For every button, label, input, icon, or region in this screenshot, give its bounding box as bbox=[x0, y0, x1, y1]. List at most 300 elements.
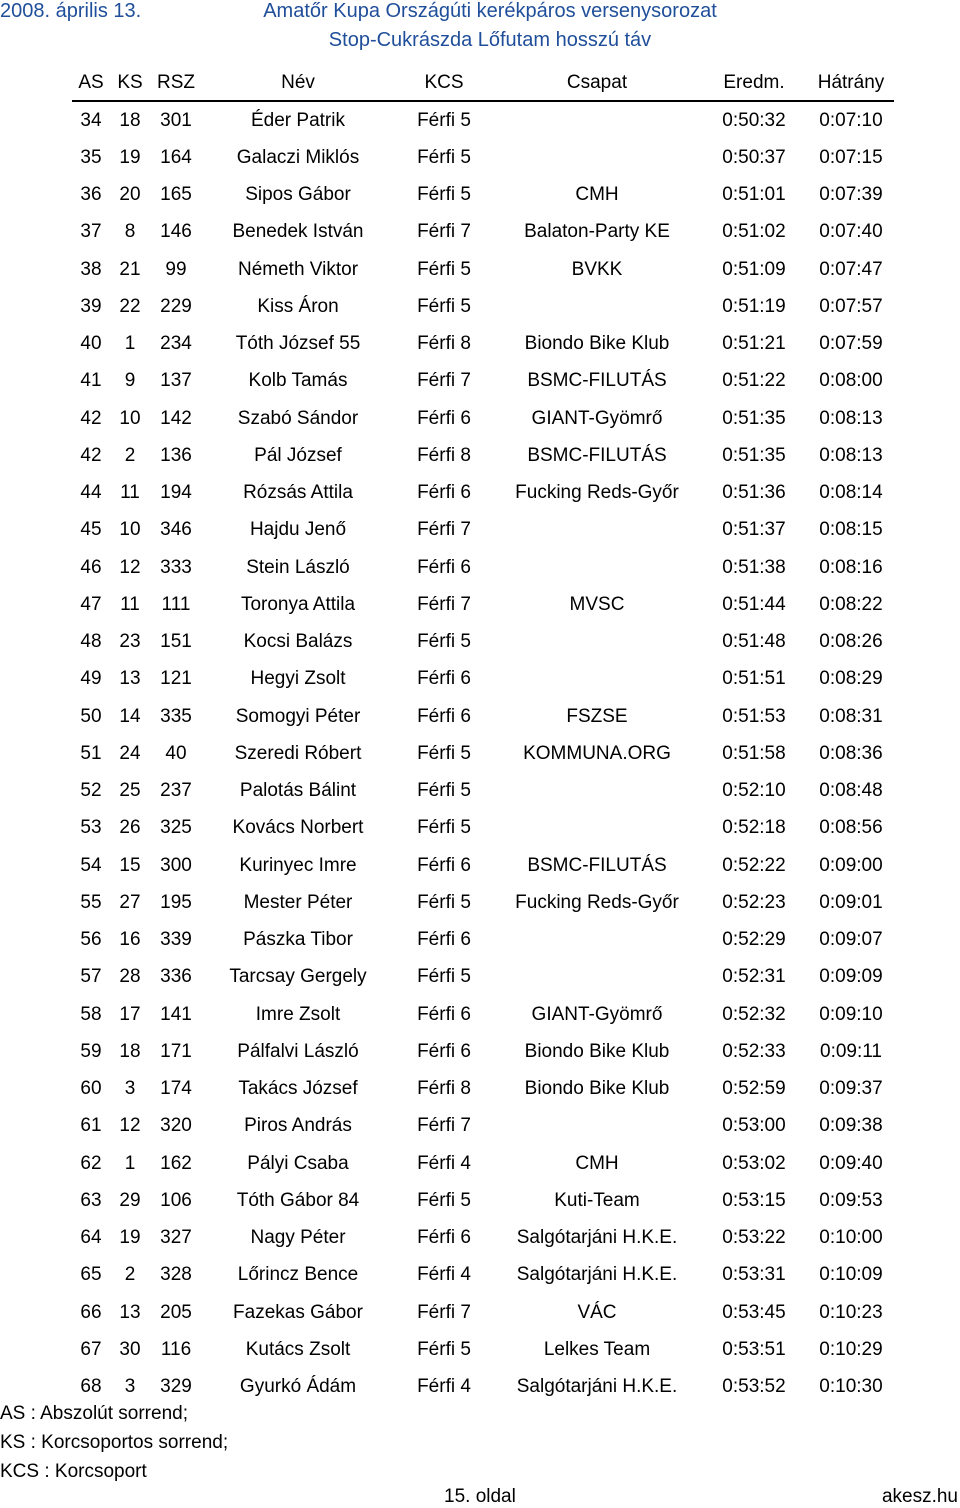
cell-as: 65 bbox=[80, 1264, 102, 1286]
table-row bbox=[72, 475, 894, 512]
cell-kcs: Férfi 5 bbox=[417, 817, 471, 839]
cell-hatrany: 0:08:56 bbox=[819, 817, 883, 839]
cell-ks: 12 bbox=[119, 556, 141, 578]
table-row bbox=[72, 139, 894, 176]
cell-ks: 2 bbox=[124, 444, 136, 466]
cell-rsz: 205 bbox=[160, 1301, 192, 1323]
cell-rsz: 234 bbox=[160, 333, 192, 355]
cell-rsz: 333 bbox=[160, 556, 192, 578]
cell-rsz: 329 bbox=[160, 1376, 192, 1398]
cell-kcs: Férfi 7 bbox=[417, 370, 471, 392]
cell-kcs: Férfi 7 bbox=[417, 593, 471, 615]
cell-as: 41 bbox=[80, 370, 102, 392]
cell-ks: 9 bbox=[124, 370, 136, 392]
cell-as: 58 bbox=[80, 1003, 102, 1025]
table-row bbox=[72, 996, 894, 1033]
cell-kcs: Férfi 4 bbox=[417, 1264, 471, 1286]
cell-csapat: FSZSE bbox=[566, 705, 628, 727]
cell-rsz: 301 bbox=[160, 109, 192, 131]
table-row bbox=[72, 1220, 894, 1257]
cell-eredm: 0:51:22 bbox=[722, 370, 786, 392]
cell-eredm: 0:52:33 bbox=[722, 1040, 786, 1062]
cell-kcs: Férfi 5 bbox=[417, 109, 471, 131]
cell-csapat bbox=[494, 549, 700, 586]
table-row bbox=[72, 1294, 894, 1331]
cell-as: 63 bbox=[80, 1189, 102, 1211]
cell-ks: 25 bbox=[119, 780, 141, 802]
cell-ks: 17 bbox=[119, 1003, 141, 1025]
cell-rsz: 121 bbox=[160, 668, 192, 690]
table-row bbox=[72, 698, 894, 735]
cell-nev: Kocsi Balázs bbox=[243, 631, 353, 653]
cell-eredm: 0:51:48 bbox=[722, 631, 786, 653]
cell-ks: 21 bbox=[119, 258, 141, 280]
cell-eredm: 0:51:37 bbox=[722, 519, 786, 541]
cell-ks: 27 bbox=[119, 891, 141, 913]
cell-eredm: 0:51:44 bbox=[722, 593, 786, 615]
cell-kcs: Férfi 7 bbox=[417, 1301, 471, 1323]
table-row bbox=[72, 549, 894, 586]
cell-csapat bbox=[494, 139, 700, 176]
cell-csapat: VÁC bbox=[577, 1301, 617, 1323]
cell-rsz: 141 bbox=[160, 1003, 192, 1025]
cell-csapat: CMH bbox=[575, 1152, 619, 1174]
table-row bbox=[72, 884, 894, 921]
cell-as: 48 bbox=[80, 631, 102, 653]
cell-kcs: Férfi 5 bbox=[417, 146, 471, 168]
cell-nev: Lőrincz Bence bbox=[237, 1264, 359, 1286]
cell-ks: 1 bbox=[124, 1152, 136, 1174]
cell-kcs: Férfi 6 bbox=[417, 705, 471, 727]
cell-kcs: Férfi 6 bbox=[417, 929, 471, 951]
cell-hatrany: 0:08:15 bbox=[819, 519, 883, 541]
cell-kcs: Férfi 6 bbox=[417, 1040, 471, 1062]
cell-ks: 3 bbox=[124, 1376, 136, 1398]
cell-eredm: 0:52:29 bbox=[722, 929, 786, 951]
cell-rsz: 336 bbox=[160, 966, 192, 988]
cell-eredm: 0:51:09 bbox=[722, 258, 786, 280]
table-row bbox=[72, 251, 894, 288]
cell-csapat: Biondo Bike Klub bbox=[524, 1040, 670, 1062]
cell-hatrany: 0:10:09 bbox=[819, 1264, 883, 1286]
cell-eredm: 0:53:00 bbox=[722, 1115, 786, 1137]
cell-hatrany: 0:07:10 bbox=[819, 109, 883, 131]
cell-hatrany: 0:09:09 bbox=[819, 966, 883, 988]
cell-rsz: 151 bbox=[160, 631, 192, 653]
cell-as: 44 bbox=[80, 482, 102, 504]
cell-hatrany: 0:09:07 bbox=[819, 929, 883, 951]
cell-hatrany: 0:08:16 bbox=[819, 556, 883, 578]
cell-rsz: 327 bbox=[160, 1227, 192, 1249]
cell-csapat: BSMC-FILUTÁS bbox=[527, 444, 667, 466]
cell-nev: Toronya Attila bbox=[240, 593, 356, 615]
cell-as: 35 bbox=[80, 146, 102, 168]
cell-as: 40 bbox=[80, 333, 102, 355]
cell-rsz: 146 bbox=[160, 221, 192, 243]
cell-hatrany: 0:08:36 bbox=[819, 742, 883, 764]
cell-eredm: 0:52:22 bbox=[722, 854, 786, 876]
cell-nev: Szabó Sándor bbox=[237, 407, 359, 429]
cell-csapat: BSMC-FILUTÁS bbox=[527, 370, 667, 392]
cell-kcs: Férfi 4 bbox=[417, 1376, 471, 1398]
cell-rsz: 237 bbox=[160, 780, 192, 802]
cell-csapat: Fucking Reds-Győr bbox=[515, 891, 679, 913]
cell-ks: 19 bbox=[119, 146, 141, 168]
cell-kcs: Férfi 5 bbox=[417, 966, 471, 988]
cell-csapat: Biondo Bike Klub bbox=[524, 1078, 670, 1100]
cell-eredm: 0:51:38 bbox=[722, 556, 786, 578]
cell-as: 56 bbox=[80, 929, 102, 951]
cell-csapat: GIANT-Gyömrő bbox=[531, 407, 663, 429]
cell-ks: 3 bbox=[124, 1078, 136, 1100]
cell-hatrany: 0:09:38 bbox=[819, 1115, 883, 1137]
cell-hatrany: 0:09:53 bbox=[819, 1189, 883, 1211]
cell-csapat bbox=[494, 288, 700, 325]
cell-rsz: 300 bbox=[160, 854, 192, 876]
cell-kcs: Férfi 7 bbox=[417, 1115, 471, 1137]
cell-nev: Imre Zsolt bbox=[255, 1003, 341, 1025]
cell-nev: Hegyi Zsolt bbox=[250, 668, 346, 690]
cell-csapat bbox=[494, 810, 700, 847]
cell-hatrany: 0:07:39 bbox=[819, 184, 883, 206]
cell-ks: 22 bbox=[119, 295, 141, 317]
cell-as: 61 bbox=[80, 1115, 102, 1137]
cell-nev: Németh Viktor bbox=[237, 258, 359, 280]
col-header-hatrany: Hátrány bbox=[808, 66, 894, 101]
cell-rsz: 136 bbox=[160, 444, 192, 466]
cell-nev: Piros András bbox=[244, 1115, 352, 1137]
cell-as: 37 bbox=[80, 221, 102, 243]
cell-nev: Pályi Csaba bbox=[247, 1152, 349, 1174]
cell-hatrany: 0:08:00 bbox=[819, 370, 883, 392]
cell-as: 42 bbox=[80, 407, 102, 429]
table-row bbox=[72, 512, 894, 549]
cell-eredm: 0:53:02 bbox=[722, 1152, 786, 1174]
cell-nev: Éder Patrik bbox=[251, 109, 345, 131]
table-row bbox=[72, 1145, 894, 1182]
cell-hatrany: 0:10:30 bbox=[819, 1376, 883, 1398]
table-row bbox=[72, 661, 894, 698]
cell-eredm: 0:53:45 bbox=[722, 1301, 786, 1323]
cell-csapat: Salgótarjáni H.K.E. bbox=[516, 1264, 678, 1286]
cell-nev: Somogyi Péter bbox=[235, 705, 361, 727]
cell-rsz: 174 bbox=[160, 1078, 192, 1100]
cell-ks: 24 bbox=[119, 742, 141, 764]
cell-as: 42 bbox=[80, 444, 102, 466]
table-row bbox=[72, 1182, 894, 1219]
cell-eredm: 0:53:51 bbox=[722, 1338, 786, 1360]
cell-as: 38 bbox=[80, 258, 102, 280]
cell-eredm: 0:51:35 bbox=[722, 444, 786, 466]
legend-kcs: KCS : Korcsoport bbox=[0, 1461, 147, 1482]
cell-ks: 19 bbox=[119, 1227, 141, 1249]
cell-ks: 15 bbox=[119, 854, 141, 876]
cell-nev: Nagy Péter bbox=[250, 1227, 346, 1249]
col-header-kcs: KCS bbox=[394, 66, 494, 101]
table-row bbox=[72, 624, 894, 661]
table-row bbox=[72, 363, 894, 400]
cell-hatrany: 0:09:00 bbox=[819, 854, 883, 876]
cell-as: 57 bbox=[80, 966, 102, 988]
cell-ks: 1 bbox=[124, 333, 136, 355]
cell-eredm: 0:51:02 bbox=[722, 221, 786, 243]
cell-kcs: Férfi 6 bbox=[417, 556, 471, 578]
table-row bbox=[72, 959, 894, 996]
cell-as: 64 bbox=[80, 1227, 102, 1249]
cell-as: 50 bbox=[80, 705, 102, 727]
table-row bbox=[72, 177, 894, 214]
cell-as: 54 bbox=[80, 854, 102, 876]
cell-eredm: 0:53:15 bbox=[722, 1189, 786, 1211]
cell-eredm: 0:51:53 bbox=[722, 705, 786, 727]
cell-ks: 10 bbox=[119, 519, 141, 541]
cell-csapat: Lelkes Team bbox=[543, 1338, 651, 1360]
cell-hatrany: 0:07:59 bbox=[819, 333, 883, 355]
cell-rsz: 335 bbox=[160, 705, 192, 727]
cell-ks: 28 bbox=[119, 966, 141, 988]
cell-rsz: 164 bbox=[160, 146, 192, 168]
cell-nev: Kiss Áron bbox=[257, 295, 339, 317]
cell-eredm: 0:50:37 bbox=[722, 146, 786, 168]
table-row bbox=[72, 326, 894, 363]
cell-eredm: 0:53:31 bbox=[722, 1264, 786, 1286]
cell-hatrany: 0:09:11 bbox=[820, 1040, 882, 1062]
cell-csapat: GIANT-Gyömrő bbox=[531, 1003, 663, 1025]
cell-ks: 20 bbox=[119, 184, 141, 206]
cell-kcs: Férfi 4 bbox=[417, 1152, 471, 1174]
cell-eredm: 0:51:35 bbox=[722, 407, 786, 429]
col-header-nev: Név bbox=[202, 66, 394, 101]
cell-csapat: BVKK bbox=[571, 258, 623, 280]
cell-eredm: 0:53:22 bbox=[722, 1227, 786, 1249]
table-row bbox=[72, 101, 894, 139]
page-number: 15. oldal bbox=[444, 1486, 516, 1507]
cell-ks: 11 bbox=[120, 482, 140, 504]
cell-rsz: 99 bbox=[165, 258, 187, 280]
cell-ks: 13 bbox=[119, 1301, 141, 1323]
table-row bbox=[72, 437, 894, 474]
cell-kcs: Férfi 7 bbox=[417, 221, 471, 243]
table-row bbox=[72, 1033, 894, 1070]
cell-nev: Gyurkó Ádám bbox=[239, 1376, 357, 1398]
cell-ks: 2 bbox=[124, 1264, 136, 1286]
cell-eredm: 0:51:21 bbox=[722, 333, 786, 355]
cell-nev: Stein László bbox=[246, 556, 350, 578]
cell-csapat: CMH bbox=[575, 184, 619, 206]
cell-kcs: Férfi 5 bbox=[417, 780, 471, 802]
cell-as: 36 bbox=[80, 184, 102, 206]
series-title: Amatőr Kupa Országúti kerékpáros versenysorozat bbox=[263, 0, 717, 22]
cell-ks: 30 bbox=[119, 1338, 141, 1360]
cell-as: 53 bbox=[80, 817, 102, 839]
cell-kcs: Férfi 8 bbox=[417, 1078, 471, 1100]
cell-nev: Hajdu Jenő bbox=[249, 519, 347, 541]
cell-hatrany: 0:08:29 bbox=[819, 668, 883, 690]
cell-eredm: 0:52:59 bbox=[722, 1078, 786, 1100]
cell-kcs: Férfi 8 bbox=[417, 333, 471, 355]
cell-csapat: Fucking Reds-Győr bbox=[515, 482, 679, 504]
cell-nev: Galaczi Miklós bbox=[236, 146, 360, 168]
cell-csapat bbox=[494, 512, 700, 549]
cell-csapat: Salgótarjáni H.K.E. bbox=[516, 1376, 678, 1398]
cell-kcs: Férfi 5 bbox=[417, 184, 471, 206]
cell-ks: 18 bbox=[119, 109, 141, 131]
cell-nev: Mester Péter bbox=[243, 891, 353, 913]
cell-kcs: Férfi 6 bbox=[417, 854, 471, 876]
cell-hatrany: 0:07:40 bbox=[819, 221, 883, 243]
cell-nev: Tóth József 55 bbox=[235, 333, 361, 355]
cell-rsz: 229 bbox=[160, 295, 192, 317]
cell-csapat: Biondo Bike Klub bbox=[524, 333, 670, 355]
cell-nev: Kolb Tamás bbox=[248, 370, 348, 392]
cell-hatrany: 0:08:14 bbox=[819, 482, 883, 504]
results-header bbox=[72, 66, 894, 101]
cell-as: 47 bbox=[80, 593, 102, 615]
cell-as: 62 bbox=[80, 1152, 102, 1174]
cell-as: 39 bbox=[80, 295, 102, 317]
cell-rsz: 171 bbox=[160, 1040, 192, 1062]
col-header-rsz: RSZ bbox=[150, 66, 202, 101]
cell-nev: Tarcsay Gergely bbox=[229, 966, 367, 988]
cell-kcs: Férfi 5 bbox=[417, 1189, 471, 1211]
cell-nev: Pálfalvi László bbox=[237, 1040, 359, 1062]
cell-nev: Pászka Tibor bbox=[243, 929, 353, 951]
cell-as: 66 bbox=[80, 1301, 102, 1323]
cell-rsz: 142 bbox=[160, 407, 192, 429]
table-row bbox=[72, 1331, 894, 1368]
cell-hatrany: 0:08:48 bbox=[819, 780, 883, 802]
cell-eredm: 0:52:10 bbox=[722, 780, 786, 802]
legend-as: AS : Abszolút sorrend; bbox=[0, 1403, 188, 1424]
cell-rsz: 339 bbox=[160, 929, 192, 951]
cell-eredm: 0:52:32 bbox=[722, 1003, 786, 1025]
cell-ks: 10 bbox=[119, 407, 141, 429]
cell-ks: 29 bbox=[119, 1189, 141, 1211]
cell-hatrany: 0:08:13 bbox=[819, 407, 883, 429]
cell-eredm: 0:51:58 bbox=[722, 742, 786, 764]
cell-hatrany: 0:10:23 bbox=[819, 1301, 883, 1323]
cell-csapat: BSMC-FILUTÁS bbox=[527, 854, 667, 876]
site-name: akesz.hu bbox=[881, 1486, 958, 1507]
cell-hatrany: 0:08:22 bbox=[819, 593, 883, 615]
cell-eredm: 0:51:36 bbox=[722, 482, 786, 504]
table-row bbox=[72, 735, 894, 772]
cell-ks: 13 bbox=[119, 668, 141, 690]
cell-as: 46 bbox=[80, 556, 102, 578]
col-header-eredm: Eredm. bbox=[700, 66, 808, 101]
cell-rsz: 194 bbox=[160, 482, 192, 504]
cell-kcs: Férfi 5 bbox=[417, 295, 471, 317]
cell-nev: Pál József bbox=[254, 444, 342, 466]
cell-csapat: Salgótarjáni H.K.E. bbox=[516, 1227, 678, 1249]
cell-nev: Palotás Bálint bbox=[239, 780, 357, 802]
cell-ks: 26 bbox=[119, 817, 141, 839]
cell-kcs: Férfi 5 bbox=[417, 258, 471, 280]
cell-eredm: 0:52:31 bbox=[722, 966, 786, 988]
cell-nev: Kovács Norbert bbox=[232, 817, 364, 839]
cell-eredm: 0:52:23 bbox=[722, 891, 786, 913]
cell-nev: Takács József bbox=[238, 1078, 358, 1100]
cell-csapat: Kuti-Team bbox=[554, 1189, 640, 1211]
cell-kcs: Férfi 5 bbox=[417, 891, 471, 913]
cell-nev: Kurinyec Imre bbox=[239, 854, 357, 876]
cell-hatrany: 0:09:37 bbox=[819, 1078, 883, 1100]
cell-rsz: 320 bbox=[160, 1115, 192, 1137]
cell-kcs: Férfi 6 bbox=[417, 1227, 471, 1249]
cell-ks: 12 bbox=[119, 1115, 141, 1137]
cell-eredm: 0:50:32 bbox=[722, 109, 786, 131]
cell-as: 68 bbox=[80, 1376, 102, 1398]
cell-nev: Benedek István bbox=[232, 221, 364, 243]
cell-nev: Tóth Gábor 84 bbox=[236, 1189, 360, 1211]
cell-hatrany: 0:10:00 bbox=[819, 1227, 883, 1249]
cell-hatrany: 0:08:31 bbox=[819, 705, 883, 727]
cell-rsz: 116 bbox=[160, 1338, 192, 1360]
cell-kcs: Férfi 6 bbox=[417, 668, 471, 690]
table-row bbox=[72, 847, 894, 884]
cell-as: 67 bbox=[80, 1338, 102, 1360]
cell-csapat bbox=[494, 922, 700, 959]
table-row bbox=[72, 586, 894, 623]
cell-eredm: 0:51:51 bbox=[722, 668, 786, 690]
cell-hatrany: 0:08:26 bbox=[819, 631, 883, 653]
cell-hatrany: 0:07:47 bbox=[819, 258, 883, 280]
cell-csapat bbox=[494, 959, 700, 996]
cell-rsz: 325 bbox=[160, 817, 192, 839]
table-row bbox=[72, 922, 894, 959]
cell-csapat bbox=[494, 661, 700, 698]
results-table bbox=[72, 66, 894, 1406]
cell-as: 51 bbox=[80, 742, 102, 764]
cell-kcs: Férfi 5 bbox=[417, 631, 471, 653]
cell-as: 34 bbox=[80, 109, 102, 131]
cell-rsz: 346 bbox=[160, 519, 192, 541]
table-row bbox=[72, 400, 894, 437]
col-header-csapat: Csapat bbox=[494, 66, 700, 101]
cell-hatrany: 0:07:15 bbox=[819, 146, 883, 168]
table-row bbox=[72, 810, 894, 847]
cell-eredm: 0:51:01 bbox=[722, 184, 786, 206]
cell-nev: Sipos Gábor bbox=[245, 184, 351, 206]
cell-as: 60 bbox=[80, 1078, 102, 1100]
col-header-ks: KS bbox=[110, 66, 150, 101]
cell-kcs: Férfi 5 bbox=[417, 1338, 471, 1360]
table-row bbox=[72, 1108, 894, 1145]
legend-ks: KS : Korcsoportos sorrend; bbox=[0, 1432, 229, 1453]
cell-rsz: 162 bbox=[160, 1152, 192, 1174]
cell-kcs: Férfi 6 bbox=[417, 1003, 471, 1025]
cell-csapat bbox=[494, 101, 700, 139]
cell-rsz: 111 bbox=[161, 593, 191, 615]
cell-nev: Szeredi Róbert bbox=[234, 742, 362, 764]
race-title: Stop-Cukrászda Lőfutam hosszú táv bbox=[328, 29, 652, 51]
cell-as: 52 bbox=[80, 780, 102, 802]
cell-hatrany: 0:07:57 bbox=[819, 295, 883, 317]
cell-as: 59 bbox=[80, 1040, 102, 1062]
cell-hatrany: 0:10:29 bbox=[819, 1338, 883, 1360]
cell-as: 45 bbox=[80, 519, 102, 541]
cell-csapat: Balaton-Party KE bbox=[524, 221, 670, 243]
cell-ks: 23 bbox=[119, 631, 141, 653]
cell-rsz: 40 bbox=[165, 742, 187, 764]
cell-csapat bbox=[494, 624, 700, 661]
cell-as: 55 bbox=[80, 891, 102, 913]
results-body bbox=[72, 101, 894, 1406]
cell-as: 49 bbox=[80, 668, 102, 690]
cell-csapat bbox=[494, 1108, 700, 1145]
table-row bbox=[72, 1257, 894, 1294]
cell-eredm: 0:53:52 bbox=[722, 1376, 786, 1398]
